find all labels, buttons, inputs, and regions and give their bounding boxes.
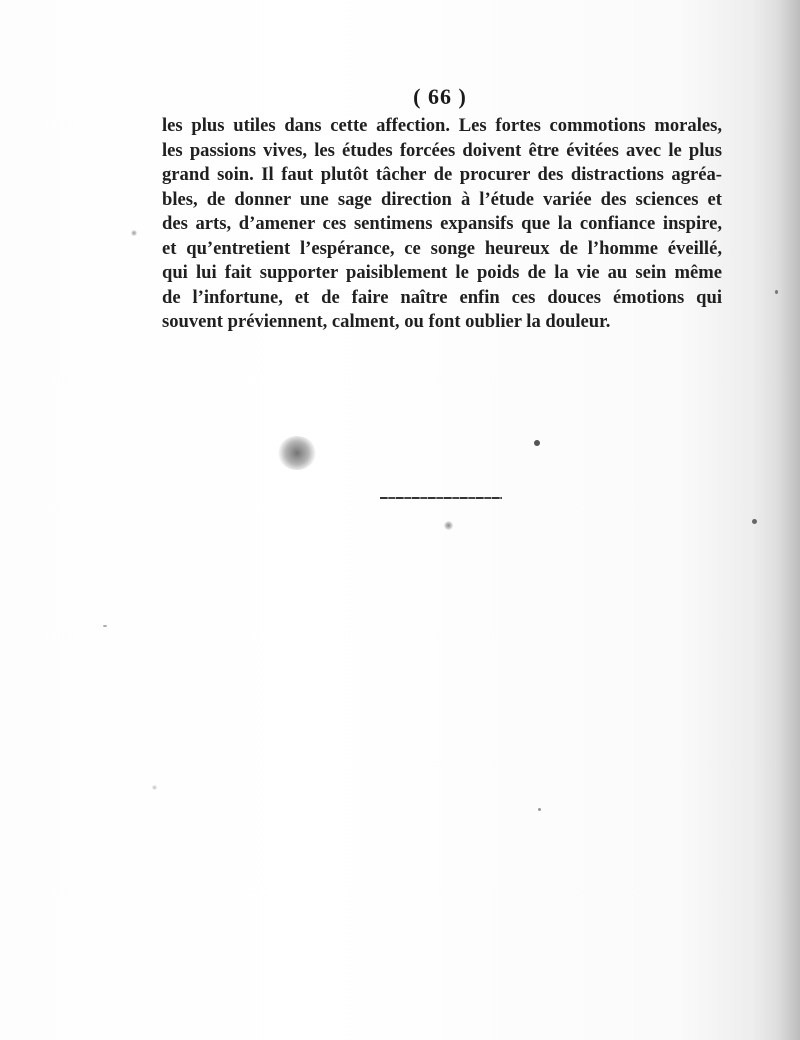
text-line: les plus utiles dans cette affection. Les fortes commotions morales,: [162, 115, 722, 136]
text-line: et qu’entretient l’espérance, ce songe heureux de l’homme éveillé,: [162, 237, 722, 259]
text-line: des arts, d’amener ces sentimens expansifs que la confiance inspire,: [162, 213, 722, 234]
ink-speck: [538, 808, 541, 811]
body-text: [162, 114, 722, 335]
page-edge-shadow: [752, 0, 800, 1040]
page-number: ( 66 ): [413, 84, 467, 109]
ink-stain: [278, 436, 316, 470]
ink-speck: [152, 785, 157, 790]
text-line: qui lui fait supporter paisiblement le poids de la vie au sein même: [162, 262, 722, 283]
ink-speck: [752, 519, 757, 524]
text-line: bles, de donner une sage direction à l’étude variée des sciences et: [162, 188, 722, 210]
text-line: grand soin. Il faut plutôt tâcher de procurer des distractions agréa-: [162, 164, 722, 185]
text-line-last: souvent préviennent, calment, ou font oublier la douleur.: [162, 311, 611, 332]
end-ornament-rule: [380, 497, 502, 499]
ink-speck: [444, 521, 453, 530]
ink-speck: [534, 440, 540, 446]
text-line: de l’infortune, et de faire naître enfin ces douces émotions qui: [162, 286, 722, 308]
ink-speck: [131, 230, 137, 236]
ink-speck: [103, 625, 107, 627]
text-line: les passions vives, les études forcées doivent être évitées avec le plus: [162, 139, 722, 161]
ink-speck: [775, 290, 778, 294]
